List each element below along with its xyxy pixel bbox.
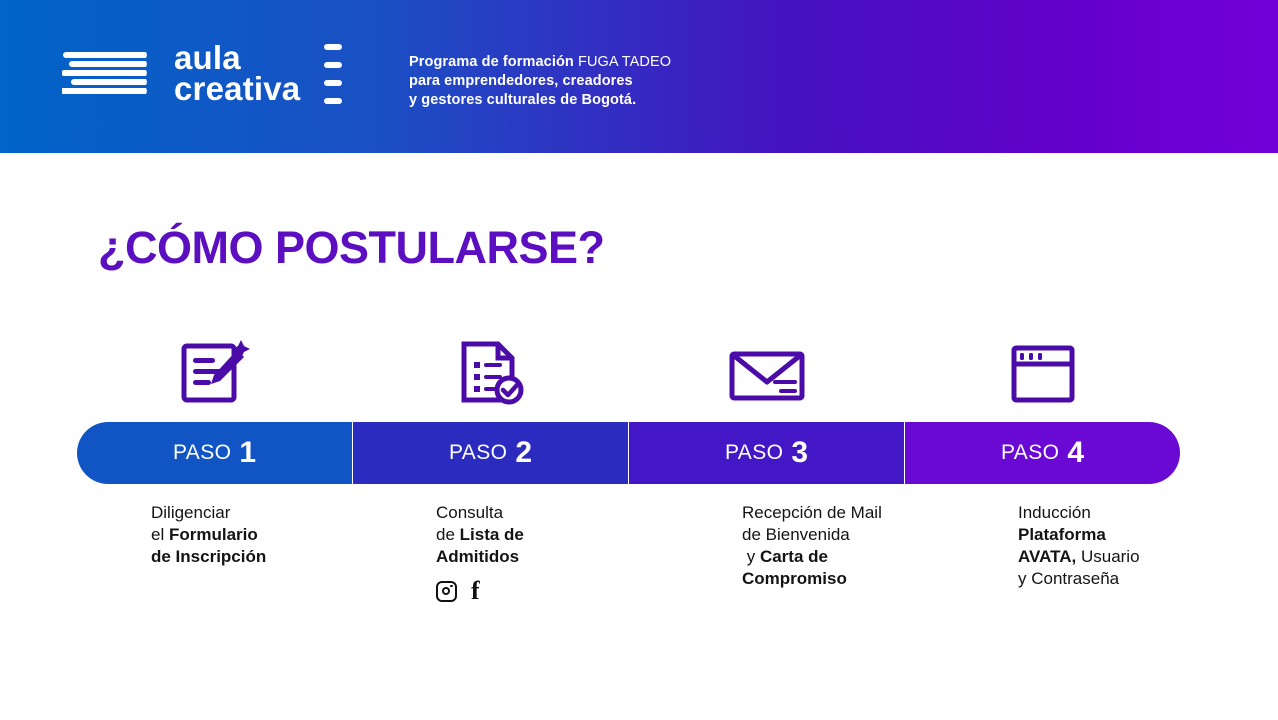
- brand-wordmark-line2: creativa: [174, 70, 301, 107]
- facebook-icon[interactable]: f: [471, 576, 480, 605]
- instagram-icon[interactable]: [436, 581, 457, 602]
- step-3-number: 3: [791, 436, 809, 469]
- step-1-number: 1: [239, 436, 257, 469]
- brand-wordmark: [174, 39, 301, 107]
- step-1-desc-line-2: el Formulario: [151, 525, 258, 544]
- step-2-desc-line-1: Consulta: [436, 503, 504, 522]
- step-3-desc-line-3: y Carta de: [742, 547, 828, 566]
- step-4-desc-line-1: Inducción: [1018, 503, 1091, 522]
- step-3: [629, 330, 904, 630]
- header-tagline: [409, 53, 671, 110]
- step-1-bar[interactable]: [77, 422, 352, 484]
- step-1-desc-line-1: Diligenciar: [151, 503, 231, 522]
- tagline-line-1-regular: FUGA TADEO: [578, 54, 672, 70]
- brand-wordmark-line1: aula: [174, 39, 241, 76]
- checklist-document-icon: [353, 330, 628, 408]
- step-4-number: 4: [1067, 436, 1085, 469]
- step-2-label: PASO: [448, 441, 508, 464]
- step-3-desc-line-4: Compromiso: [742, 569, 847, 588]
- step-4-description: [1018, 502, 1188, 590]
- step-1-label: PASO: [172, 441, 232, 464]
- steps-container: [77, 330, 1178, 630]
- dots-decoration-icon: [322, 42, 344, 104]
- step-2-bar[interactable]: [353, 422, 628, 484]
- social-links: [436, 576, 480, 605]
- tagline-line-1: [409, 53, 671, 72]
- tagline-line-3: y gestores culturales de Bogotá.: [409, 92, 637, 108]
- document-pencil-icon: [77, 330, 352, 408]
- step-3-bar[interactable]: [629, 422, 904, 484]
- step-4-desc-line-2: Plataforma: [1018, 525, 1106, 544]
- step-2-desc-line-2: de Lista de: [436, 525, 524, 544]
- browser-window-icon: [905, 330, 1180, 408]
- mail-envelope-icon: [629, 330, 904, 408]
- step-2-desc-line-3: Admitidos: [436, 547, 520, 566]
- tagline-line-2: para emprendedores, creadores: [409, 73, 633, 89]
- tagline-line-1-bold: Programa de formación: [409, 54, 578, 70]
- aula-creativa-waves-logo: [62, 46, 158, 100]
- step-2: [353, 330, 628, 630]
- step-3-desc-line-1: Recepción de Mail: [742, 503, 882, 522]
- step-1: [77, 330, 352, 630]
- header-band: [0, 0, 1278, 153]
- step-4-desc-line-4: y Contraseña: [1018, 569, 1120, 588]
- step-4-bar[interactable]: [905, 422, 1180, 484]
- step-4: [905, 330, 1180, 630]
- brand-logo: [62, 39, 344, 107]
- step-1-desc-line-3: de Inscripción: [151, 547, 267, 566]
- step-3-desc-line-2: de Bienvenida: [742, 525, 850, 544]
- step-4-label: PASO: [1000, 441, 1060, 464]
- page-title: ¿CÓMO POSTULARSE?: [98, 222, 605, 273]
- step-2-number: 2: [515, 436, 533, 469]
- step-4-desc-line-3: AVATA, Usuario: [1018, 547, 1140, 566]
- step-3-label: PASO: [724, 441, 784, 464]
